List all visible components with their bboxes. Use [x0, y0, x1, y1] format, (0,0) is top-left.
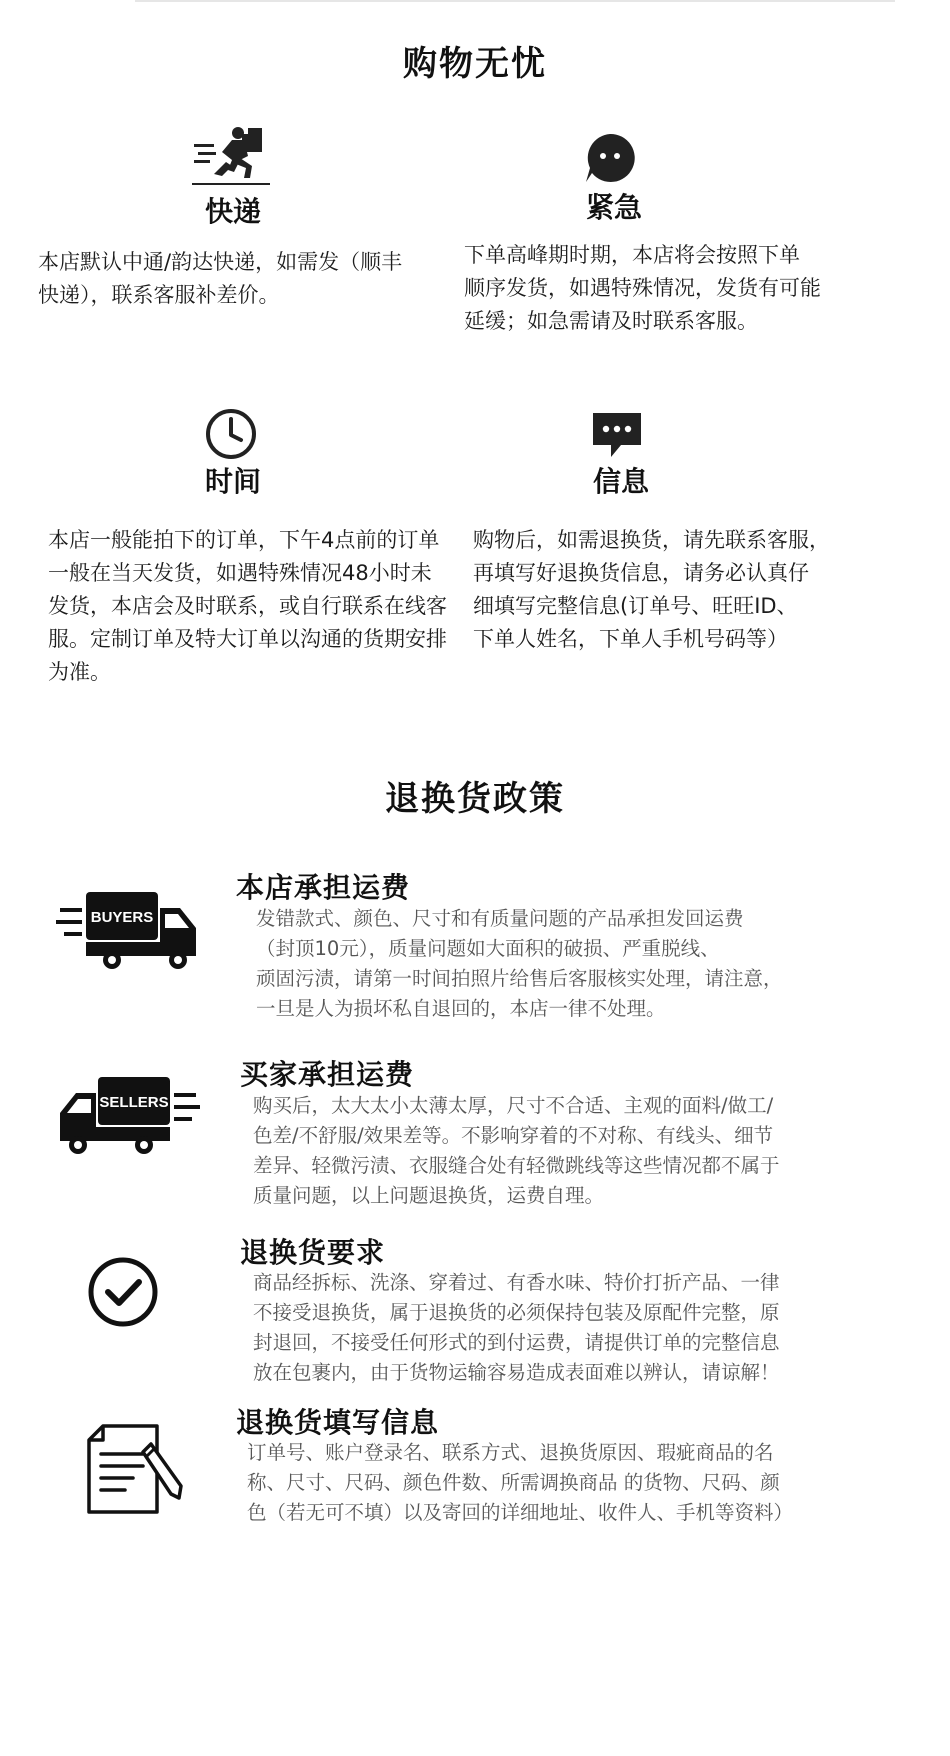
section-title-worry-free: 购物无忧	[403, 44, 547, 84]
feature-text-info	[473, 524, 893, 656]
courier-runner-icon	[192, 126, 272, 188]
truck-buyers-label: BUYERS	[90, 909, 154, 926]
text-line: 服。定制订单及特大订单以沟通的货期安排	[48, 627, 447, 651]
feature-label-time: 时间	[204, 465, 261, 498]
feature-text-time	[48, 524, 458, 689]
clock-icon	[204, 407, 258, 461]
text-line: 顽固污渍，请第一时间拍照片给售后客服核实处理，请注意，	[256, 967, 783, 990]
text-line: 本店默认中通/韵达快递，如需发（顺丰	[38, 250, 403, 274]
text-line: 质量问题，以上问题退换货，运费自理。	[253, 1184, 605, 1207]
text-line: 快递），联系客服补差价。	[38, 283, 280, 307]
policy-title-requirements: 退换货要求	[240, 1236, 386, 1269]
truck-sellers-icon	[58, 1075, 200, 1155]
text-line: 延缓；如急需请及时联系客服。	[464, 309, 758, 333]
section-title-return-policy: 退换货政策	[385, 779, 565, 819]
text-line: 细填写完整信息(订单号、旺旺ID、	[473, 594, 798, 618]
text-line: 购物后，如需退换货，请先联系客服，	[473, 528, 830, 552]
text-line: 下单人姓名，下单人手机号码等）	[473, 627, 788, 651]
feature-label-info: 信息	[592, 465, 649, 498]
policy-text-requirements	[253, 1268, 813, 1388]
feature-label-delivery: 快递	[204, 195, 261, 228]
text-line: 差异、轻微污渍、衣服缝合处有轻微跳线等这些情况都不属于	[253, 1154, 780, 1177]
text-line: 不接受退换货，属于退换货的必须保持包装及原配件完整，原	[253, 1301, 780, 1324]
text-line: 再填写好退换货信息，请务必认真仔	[473, 561, 809, 585]
text-line: 下单高峰期时期，本店将会按照下单	[464, 243, 800, 267]
document-pen-icon	[85, 1424, 183, 1516]
top-divider	[135, 0, 895, 2]
text-line: 顺序发货，如遇特殊情况，发货有可能	[464, 276, 821, 300]
truck-sellers-label: SELLERS	[99, 1094, 169, 1111]
check-circle-icon	[87, 1256, 159, 1328]
text-line: 称、尺寸、尺码、颜色件数、所需调换商品 的货物、尺码、颜	[247, 1471, 780, 1494]
feature-text-urgent	[464, 239, 864, 338]
policy-text-buyer	[253, 1091, 813, 1211]
text-line: 购买后，太大太小太薄太厚，尺寸不合适、主观的面料/做工/	[253, 1094, 774, 1117]
message-bubble-icon	[591, 411, 643, 459]
feature-text-delivery	[38, 246, 438, 312]
text-line: 封退回，不接受任何形式的到付运费，请提供订单的完整信息	[253, 1331, 780, 1354]
text-line: 发错款式、颜色、尺寸和有质量问题的产品承担发回运费	[256, 907, 744, 930]
text-line: 色差/不舒服/效果差等。不影响穿着的不对称、有线头、细节	[253, 1124, 774, 1147]
feature-label-urgent: 紧急	[585, 191, 642, 224]
text-line: （封顶10元），质量问题如大面积的破损、严重脱线、	[256, 937, 720, 960]
text-line: 商品经拆标、洗涤、穿着过、有香水味、特价打折产品、一律	[253, 1271, 780, 1294]
text-line: 发货，本店会及时联系，或自行联系在线客	[48, 594, 447, 618]
policy-title-store: 本店承担运费	[236, 871, 411, 904]
truck-buyers-icon	[56, 890, 198, 970]
policy-text-fill-info	[247, 1438, 827, 1528]
policy-title-fill-info: 退换货填写信息	[236, 1406, 440, 1439]
text-line: 一般在当天发货，如遇特殊情况48小时未	[48, 561, 432, 585]
text-line: 色（若无可不填）以及寄回的详细地址、收件人、手机等资料）	[247, 1501, 794, 1524]
text-line: 放在包裹内，由于货物运输容易造成表面难以辨认，请谅解！	[253, 1361, 780, 1384]
text-line: 为准。	[48, 660, 111, 684]
text-line: 一旦是人为损坏私自退回的，本店一律不处理。	[256, 997, 666, 1020]
chat-face-icon	[584, 132, 636, 184]
text-line: 订单号、账户登录名、联系方式、退换货原因、瑕疵商品的名	[247, 1441, 774, 1464]
text-line: 本店一般能拍下的订单，下午4点前的订单	[48, 528, 440, 552]
policy-title-buyer: 买家承担运费	[240, 1058, 415, 1091]
policy-text-store	[256, 904, 816, 1024]
